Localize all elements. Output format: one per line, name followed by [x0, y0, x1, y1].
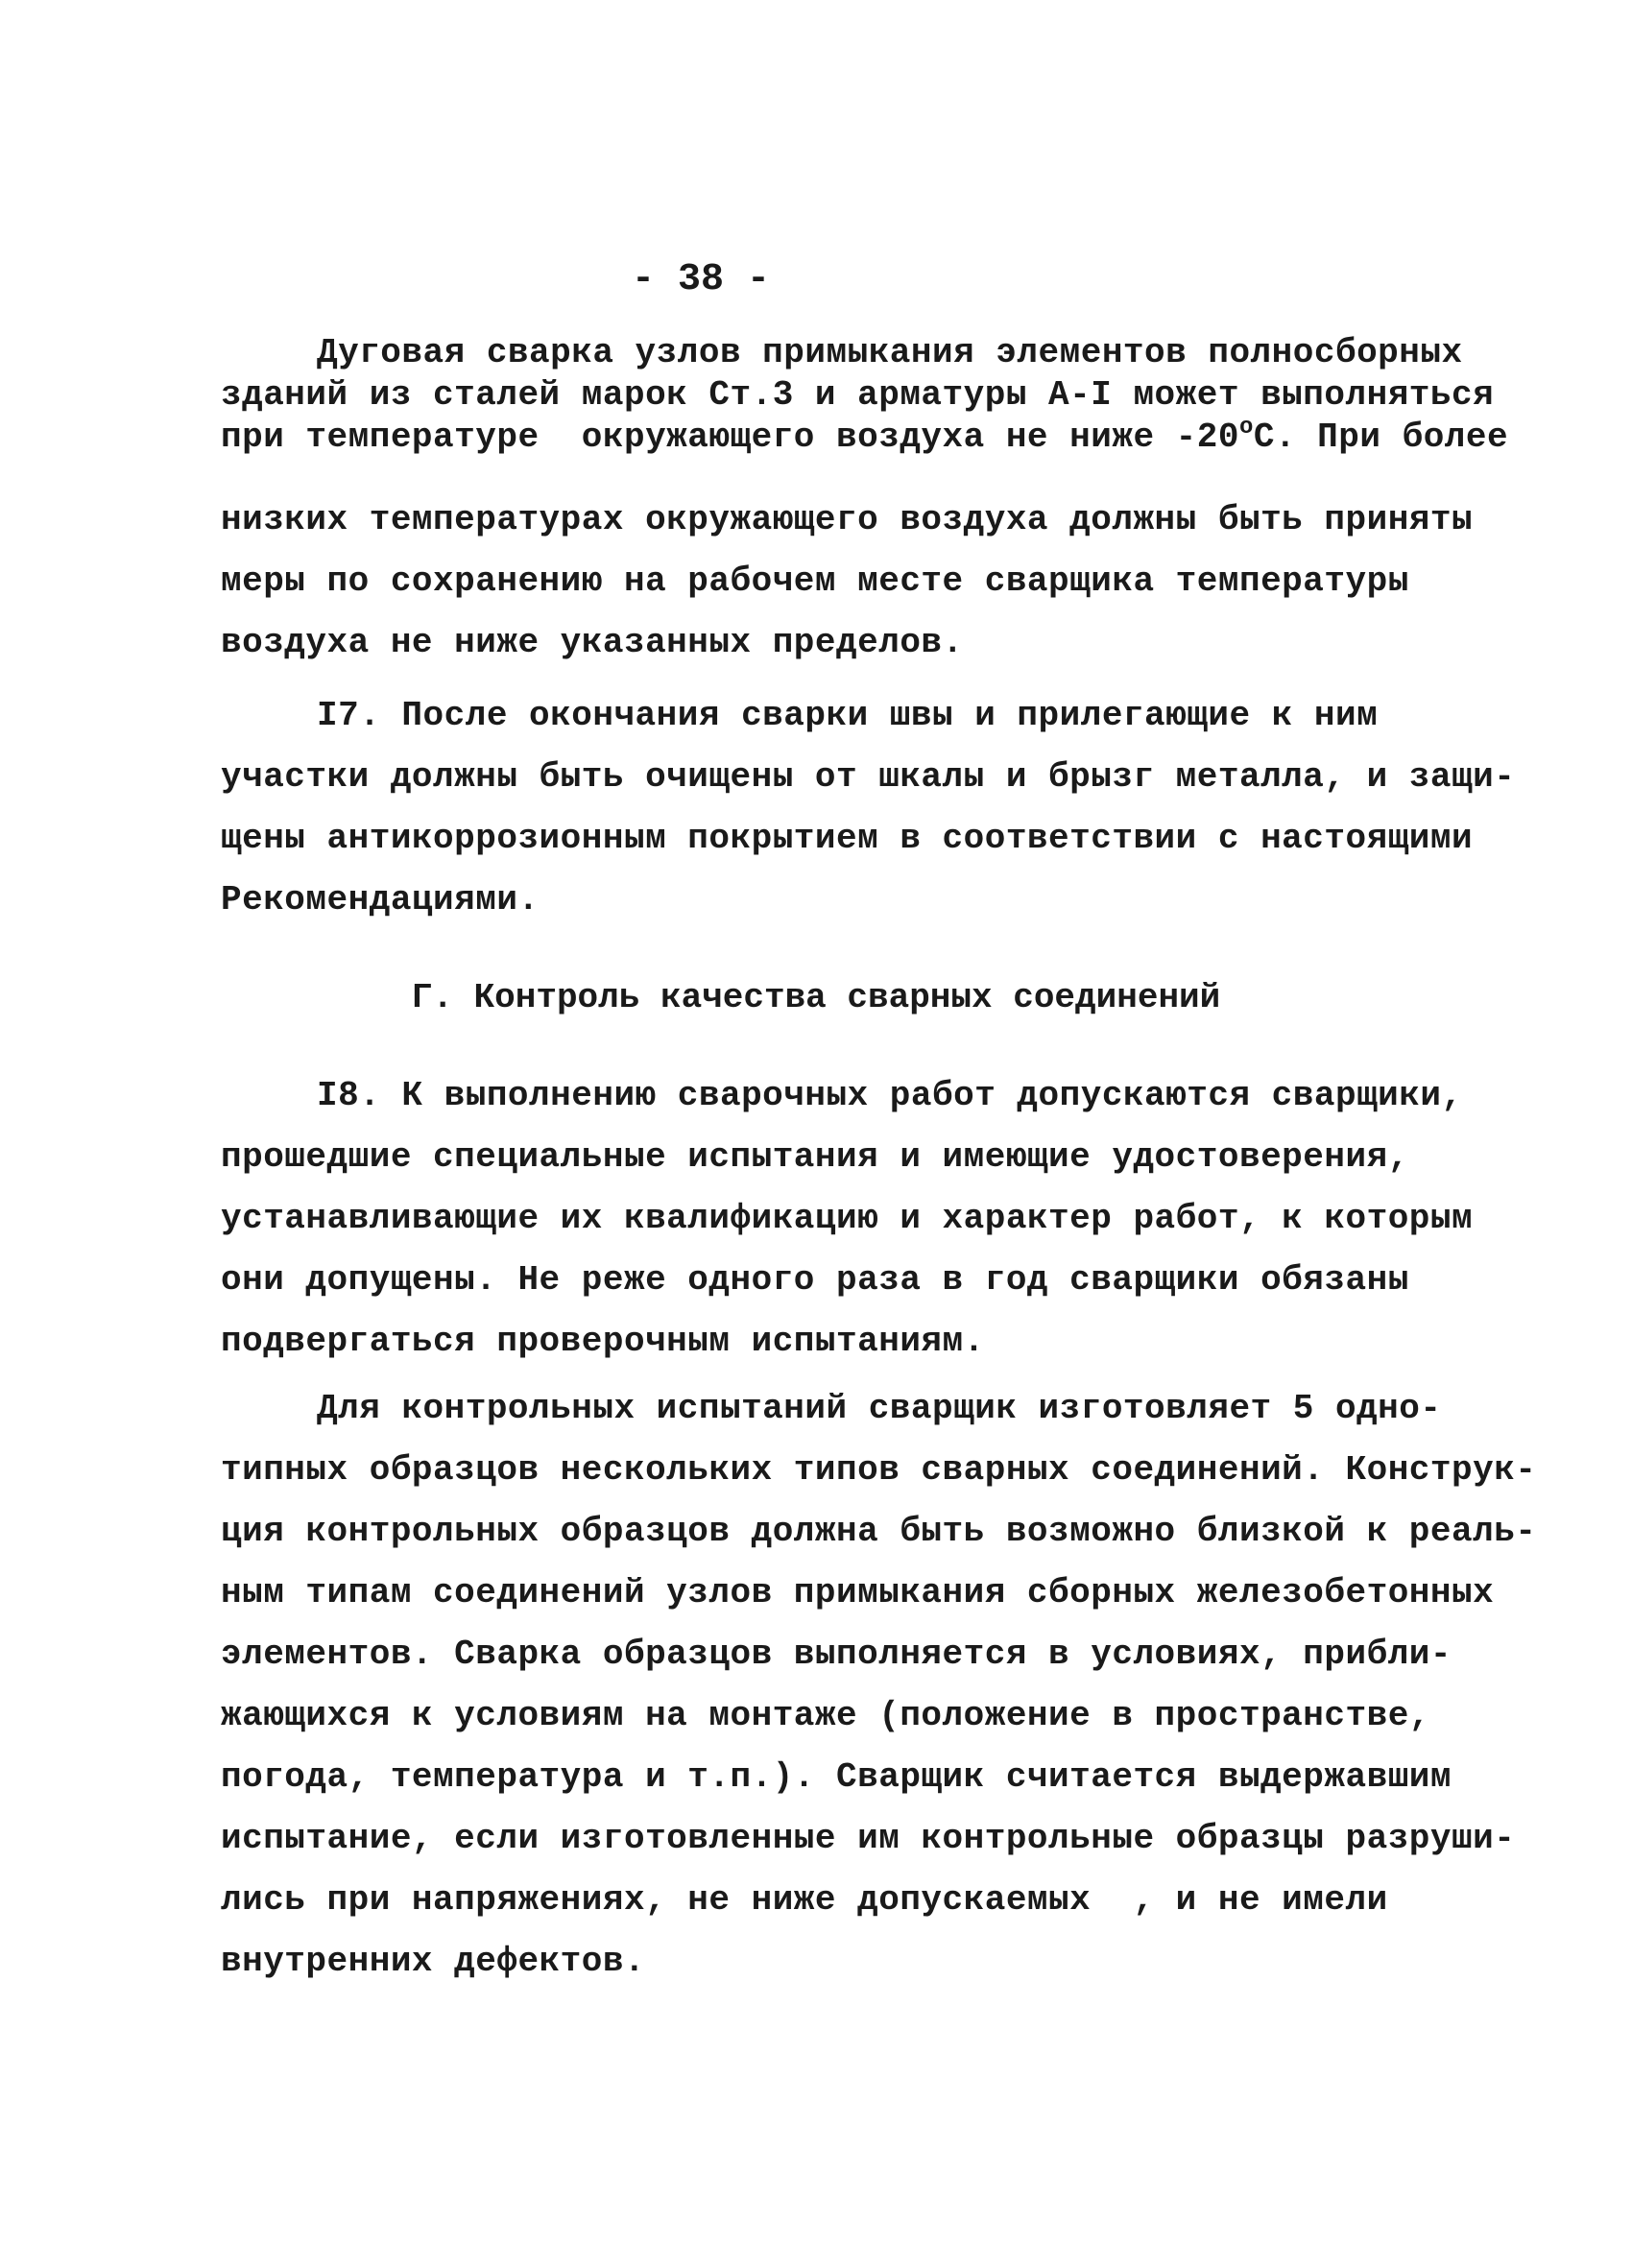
text-line: устанавливающие их квалификацию и характер работ, к которым [221, 1199, 1474, 1238]
text-line: воздуха не ниже указанных пределов. [221, 623, 964, 662]
text-line: ция контрольных образцов должна быть возможно близкой к реаль- [221, 1512, 1537, 1551]
text-line: элементов. Сварка образцов выполняется в условиях, прибли- [221, 1635, 1452, 1674]
text-line: жающихся к условиям на монтаже (положение в пространстве, [221, 1696, 1430, 1735]
text-line-part: С. При более [1253, 418, 1509, 457]
text-line [221, 417, 1508, 459]
text-line: Рекомендациями. [221, 880, 540, 919]
text-line: они допущены. Не реже одного раза в год сварщики обязаны [221, 1260, 1409, 1300]
text-line: погода, температура и т.п.). Сварщик считается выдержавшим [221, 1757, 1452, 1797]
text-line: I7. После окончания сварки швы и прилегающие к ним [317, 696, 1379, 735]
text-line: Дуговая сварка узлов примыкания элементов полносборных [317, 333, 1463, 372]
text-line: I8. К выполнению сварочных работ допускаются сварщики, [317, 1076, 1463, 1115]
degree-superscript: о [1238, 415, 1254, 441]
text-line: щены антикоррозионным покрытием в соответствии с настоящими [221, 819, 1474, 858]
text-line: зданий из сталей марок Ст.3 и арматуры А-I может выполняться [221, 375, 1495, 415]
text-line: участки должны быть очищены от шкалы и брызг металла, и защи- [221, 757, 1516, 797]
section-heading: Г. Контроль качества сварных соединений [411, 978, 1221, 1017]
text-line: типных образцов нескольких типов сварных соединений. Конструк- [221, 1450, 1537, 1490]
text-line: меры по сохранению на рабочем месте сварщика температуры [221, 561, 1409, 601]
text-line: испытание, если изготовленные им контрольные образцы разруши- [221, 1819, 1516, 1858]
text-line: Для контрольных испытаний сварщик изготовляет 5 одно- [317, 1389, 1442, 1428]
text-line-part: при температуре окружающего воздуха не ниже -20 [221, 418, 1239, 457]
page-number: - 38 - [631, 258, 771, 301]
text-line: прошедшие специальные испытания и имеющие удостоверения, [221, 1137, 1409, 1177]
text-line: внутренних дефектов. [221, 1942, 646, 1981]
text-line: низких температурах окружающего воздуха должны быть приняты [221, 500, 1474, 539]
text-line: подвергаться проверочным испытаниям. [221, 1322, 985, 1361]
text-line: лись при напряжениях, не ниже допускаемых , и не имели [221, 1880, 1388, 1920]
text-line: ным типам соединений узлов примыкания сборных железобетонных [221, 1573, 1495, 1612]
